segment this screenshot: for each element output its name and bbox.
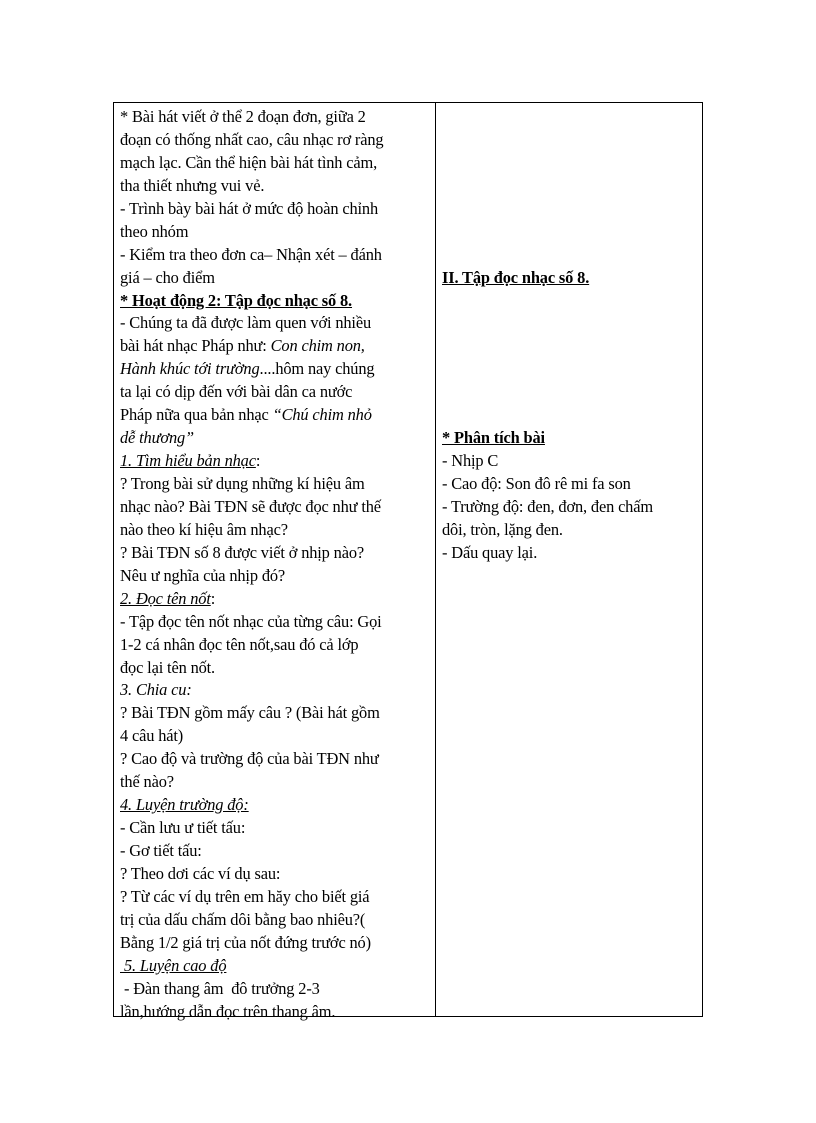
section-title-text: 2. Đọc tên nốt [120, 588, 211, 608]
text-line: - Cần lưu ư tiết tấu: [120, 818, 246, 838]
text-line: trị của dấu chấm dôi bằng bao nhiêu?( [120, 909, 366, 929]
section-4-title: 4. Luyện trường độ: [120, 795, 249, 815]
list-item: - Cao độ: Son đô rê mi fa son [442, 474, 631, 493]
content-column [436, 103, 702, 1016]
song-title: Con chim non, [270, 336, 365, 356]
list-item: - Trường độ: đen, đơn, đen chấm [442, 496, 653, 516]
text-line: tha thiết nhưng vui vẻ. [120, 175, 265, 195]
text-span: : [255, 451, 261, 471]
lesson-table [113, 102, 703, 1021]
text-line: - Tập đọc tên nốt nhạc của từng câu: Gọi [120, 611, 382, 631]
text-line: nhạc nào? Bài TĐN sẽ được đọc như thế [120, 496, 381, 516]
song-title: dễ thương” [120, 428, 195, 448]
text-span: ....hôm nay chúng [259, 359, 375, 379]
list-item: - Dấu quay lại. [442, 542, 538, 562]
section-title-text: 1. Tìm hiểu bản nhạc [120, 451, 256, 471]
text-line: mạch lạc. Cần thể hiện bài hát tình cảm, [120, 152, 378, 172]
song-title: Hành khúc tới trường [120, 359, 260, 379]
text-line: Bằng 1/2 giá trị của nốt đứng trước nó) [120, 932, 371, 952]
text-line: ta lại có dịp đến với bài dân ca nước [120, 382, 353, 402]
reading-heading: II. Tập đọc nhạc số 8. [442, 267, 590, 287]
text-line: ? Bài TĐN gồm mấy câu ? (Bài hát gồm [120, 703, 380, 723]
text-line: đọc lại tên nốt. [120, 657, 216, 677]
text-line: giá – cho điểm [120, 267, 215, 287]
text-line [120, 404, 431, 427]
text-line: 4 câu hát) [120, 726, 184, 746]
text-span: bài hát nhạc Pháp như: [120, 336, 271, 356]
text-line: - Trình bày bài hát ở mức độ hoàn chỉnh [120, 198, 378, 218]
section-3-title: 3. Chia cu: [120, 680, 192, 700]
text-line: ? Cao độ và trường độ của bài TĐN như [120, 749, 379, 769]
text-line: ? Trong bài sử dụng những kí hiệu âm [120, 474, 365, 493]
text-line: đoạn có thống nhất cao, câu nhạc rơ ràng [120, 129, 384, 149]
activity-2-heading: * Hoạt động 2: Tập đọc nhạc số 8. [120, 290, 353, 310]
text-span: Pháp nữa qua bản nhạc [120, 405, 273, 425]
text-line [120, 335, 431, 358]
text-line: 1-2 cá nhân đọc tên nốt,sau đó cả lớp [120, 634, 359, 654]
text-line: ? Theo dơi các ví dụ sau: [120, 863, 281, 883]
section-5-title: 5. Luyện cao độ [120, 955, 227, 975]
text-line: - Gơ tiết tấu: [120, 841, 202, 860]
text-span: : [210, 588, 216, 608]
text-line: nào theo kí hiệu âm nhạc? [120, 519, 288, 539]
song-title: “Chú chim nhỏ [272, 405, 372, 425]
text-line: ? Từ các ví dụ trên em hăy cho biết giá [120, 886, 370, 906]
text-line: lần,hướng dẫn đọc trên thang âm. [120, 1001, 336, 1021]
text-line: thế nào? [120, 772, 174, 792]
section-2-title [120, 588, 431, 611]
text-line: ? Bài TĐN số 8 được viết ở nhịp nào? [120, 542, 365, 562]
analysis-heading: * Phân tích bài [442, 428, 545, 448]
text-line [120, 358, 431, 381]
text-line: - Kiểm tra theo đơn ca– Nhận xét – đánh [120, 244, 382, 264]
text-line: Nêu ư nghĩa của nhịp đó? [120, 565, 286, 585]
text-line: * Bài hát viết ở thể 2 đoạn đơn, giữa 2 [120, 107, 366, 126]
text-line: theo nhóm [120, 221, 189, 241]
section-1-title [120, 450, 431, 473]
text-line: - Đàn thang âm đô trưởng 2-3 [120, 978, 320, 998]
list-item: dôi, tròn, lặng đen. [442, 519, 563, 539]
list-item: - Nhịp C [442, 451, 499, 471]
text-line: - Chúng ta đã được làm quen với nhiều [120, 313, 371, 333]
activity-column [114, 103, 436, 1021]
